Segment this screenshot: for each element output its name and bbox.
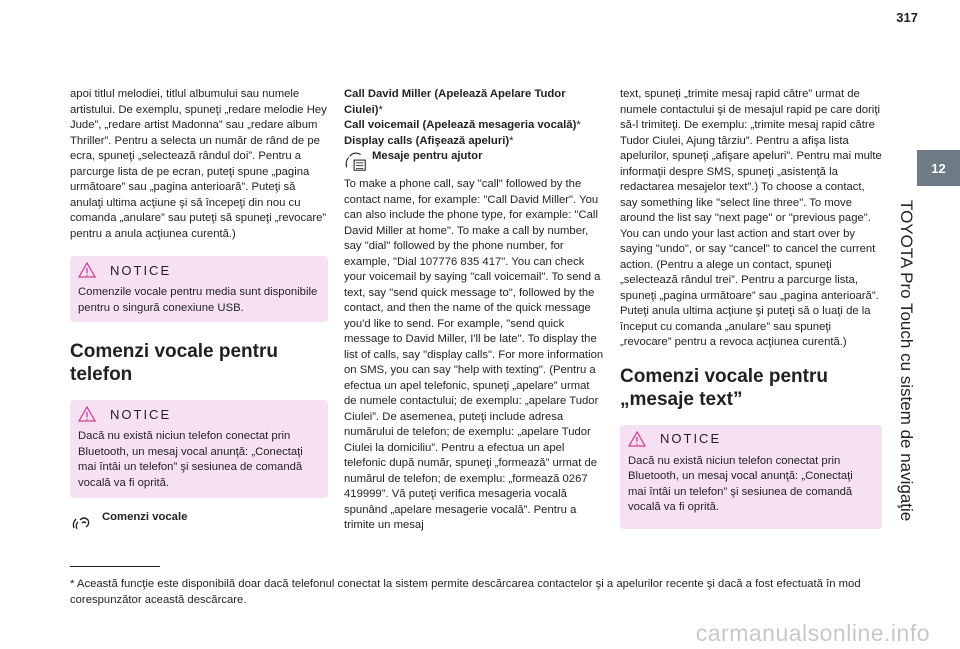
notice-text: Dacă nu există niciun telefon conectat prin Bluetooth, un mesaj vocal anunţă: „Conectaţi mai întâi un telefon” şi sesiunea de comandă vocală va fi oprită. bbox=[628, 454, 853, 513]
command-text: Call voicemail (Apelează mesageria vocală) bbox=[344, 119, 577, 131]
warning-icon bbox=[78, 406, 96, 422]
chapter-tab[interactable] bbox=[917, 150, 960, 186]
chapter-number: 12 bbox=[931, 160, 946, 176]
warning-icon bbox=[78, 262, 96, 278]
column-3 bbox=[620, 87, 882, 529]
page-number: 317 bbox=[896, 10, 918, 25]
notice-title: NOTICE bbox=[110, 262, 172, 278]
footnote-divider bbox=[70, 566, 160, 567]
warning-icon bbox=[628, 431, 646, 447]
help-messages-label: Mesaje pentru ajutor bbox=[372, 150, 483, 162]
voice-help-icon bbox=[344, 149, 368, 173]
voice-commands-row bbox=[70, 510, 328, 532]
voice-command-icon bbox=[70, 510, 92, 532]
phone-commands-body-continued: text, spuneţi „trimite mesaj rapid către” urmat de numele contactului şi de mesajul rapid pe care doriţi să-l trimiteţi. De exemplu: „trimite mesaj rapid către Tudor Ciulei, Ajung târziu”. Pentru a afişa lista apelurilor, spuneţi „afişare apeluri”. Pentru mai multe informaţii despre SMS, spuneţi „asistenţă la redactarea mesajelor text”.) To choose a contact, say something like "select line three". To move around the list say "next page" or "previous page". You can undo your last action and start over by saying "undo", or say "cancel" to cancel the current action. (Pentru a alege un contact, spuneţi „selectează rândul trei”. Pentru a parcurge lista, spuneţi „pagina următoare” sau „pagina anterioară”. Puteţi anula ultima acţiune şi puteţi să o luaţi de la început cu comanda „anulare” sau spuneţi „revocare” pentru a revoca acţiunea curentă.) bbox=[620, 88, 882, 348]
chapter-title-text: TOYOTA Pro Touch cu sistem de navigaţie bbox=[897, 200, 916, 522]
notice-title: NOTICE bbox=[660, 431, 722, 446]
voice-commands-label: Comenzi vocale bbox=[102, 511, 188, 523]
notice-title: NOTICE bbox=[110, 406, 172, 422]
command-call-voicemail bbox=[344, 118, 604, 134]
command-call-contact bbox=[344, 87, 604, 118]
column-1 bbox=[70, 87, 328, 532]
footnote-mark: * bbox=[378, 103, 383, 116]
notice-box-media bbox=[70, 256, 328, 322]
chapter-title bbox=[880, 200, 916, 530]
notice-box-messages bbox=[620, 425, 882, 529]
command-display-calls bbox=[344, 134, 604, 150]
footnote-mark: * bbox=[576, 119, 581, 131]
section-heading-text-messages: Comenzi vocale pentru „mesaje text” bbox=[620, 365, 828, 410]
notice-text: Dacă nu există niciun telefon conectat prin Bluetooth, un mesaj vocal anunţă: „Conectaţi mai întâi un telefon” şi sesiunea de comandă vocală va fi oprită. bbox=[78, 430, 303, 489]
footnote-mark: * bbox=[509, 134, 514, 147]
phone-commands-body: To make a phone call, say "call" followed by the contact name, for example: "Call David Miller". You can also include the phone type, for example: "Call David Miller at home". To make a call by number, say "dial" followed by the phone number, for example, "Dial 107776 835 417". You can check your voicemail by saying "call voicemail". To send a text, say "send quick message to", followed by the contact, and then the name of the quick message you'd like to send. For example, "send quick message to David Miller, I'll be late". To display the list of calls, say "display calls". For more information on SMS, you can say "help with texting". (Pentru a efectua un apel telefonic, spuneţi „apelare” urmat de numele contactului; de exemplu: „apelare Tudor Ciulei”. De asemenea, puteţi include adresa numărului de telefon; de exemplu: „apelare Tudor Ciulei la domiciliu”. Pentru a efectua un apel telefonic după număr, spuneţi „formează” urmat de numărul de telefon; de exemplu: „formează 0267 419999”. Vă puteţi verifica mesageria vocală spunând „apelare mesagerie vocală”. Pentru a trimite un mesaj bbox=[344, 178, 604, 531]
watermark: carmanualsonline.info bbox=[695, 620, 930, 646]
help-row bbox=[344, 149, 604, 173]
command-text: Display calls (Afişează apeluri) bbox=[344, 134, 510, 147]
notice-box-phone bbox=[70, 400, 328, 498]
footnote: * Această funcţie este disponibilă doar dacă telefonul conectat la sistem permite descărcarea contactelor şi a apelurilor recente şi dacă a fost efectuată în mod corespunzător această descărcare. bbox=[70, 578, 861, 606]
notice-text: Comenzile vocale pentru media sunt disponibile pentru o singură conexiune USB. bbox=[78, 286, 318, 314]
command-text: Call David Miller (Apelează Apelare Tudor Ciulei) bbox=[344, 88, 566, 116]
intro-paragraph: apoi titlul melodiei, titlul albumului sau numele artistului. De exemplu, spuneţi „redare melodie Hey Jude”, „redare artist Madonna” sau „redare album Thriller”. Pentru a selecta un număr de rând de pe ecra, spuneţi „selectează rândul doi”. Pentru a parcurge lista de pe ecran, puteţi spune „pagina următoare” sau „pagina anterioară”. Puteţi să anulaţi ultima acţiune şi să începeţi din nou cu comanda „anulare” sau puteţi să spuneţi „revocare” pentru a anula acţiunea curentă.) bbox=[70, 88, 327, 240]
section-heading-phone: Comenzi vocale pentru telefon bbox=[70, 341, 278, 385]
column-2 bbox=[344, 87, 604, 534]
